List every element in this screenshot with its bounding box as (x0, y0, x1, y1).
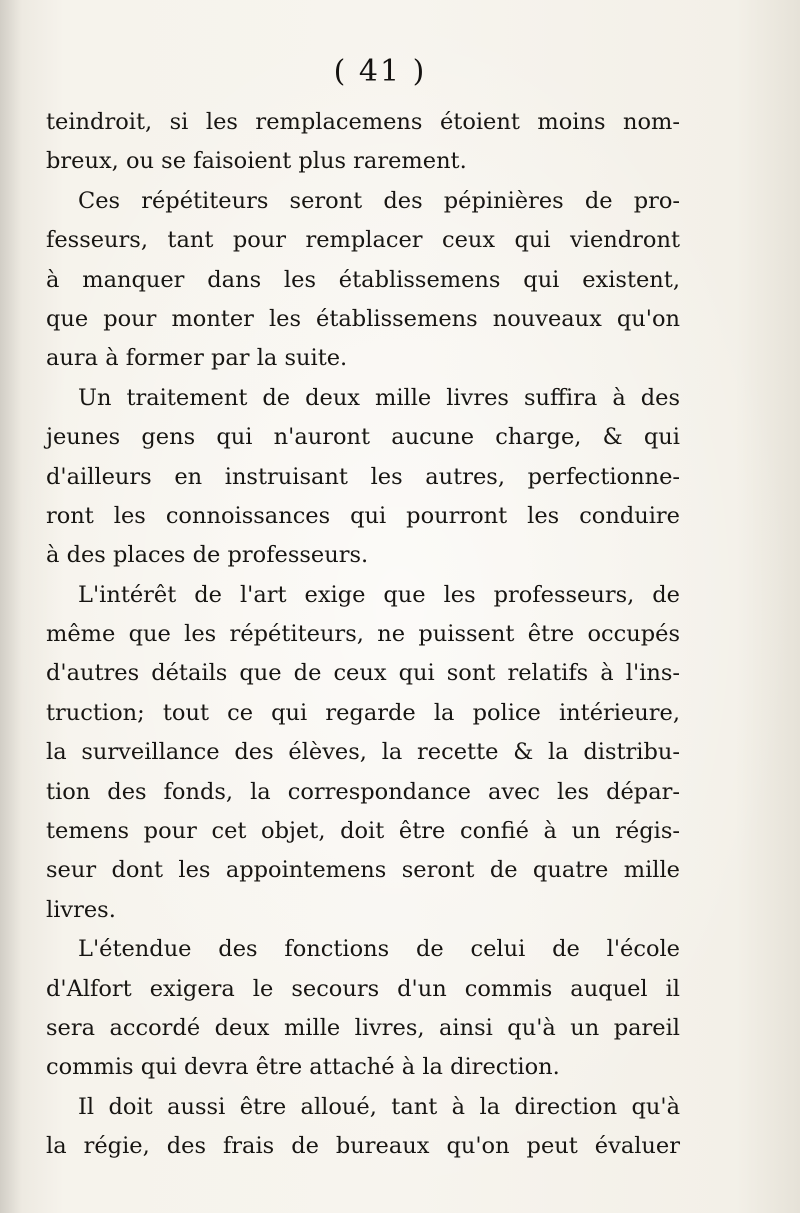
text-line: tion des fonds, la correspondance avec les dépar- (46, 778, 680, 805)
text-line: d'Alfort exigera le secours d'un commis auquel il (46, 975, 680, 1002)
text-line: à des places de professeurs. (46, 542, 369, 569)
text-line: fesseurs, tant pour remplacer ceux qui viendront (46, 227, 680, 254)
text-line: livres. (46, 896, 116, 923)
text-line: L'étendue des fonctions de celui de l'école (78, 936, 680, 963)
text-line: même que les répétiteurs, ne puissent être occupés (46, 621, 680, 648)
text-line: aura à former par la suite. (46, 345, 348, 372)
text-line: la surveillance des élèves, la recette & la distribu- (46, 739, 680, 766)
text-line: la régie, des frais de bureaux qu'on peut évaluer (46, 1133, 680, 1160)
page-number: ( 41 ) (333, 54, 427, 89)
text-line: L'intérêt de l'art exige que les professeurs, de (78, 581, 680, 608)
text-line: d'autres détails que de ceux qui sont relatifs à l'ins- (46, 660, 680, 687)
text-line: commis qui devra être attaché à la direction. (46, 1054, 560, 1081)
text-line: Il doit aussi être alloué, tant à la direction qu'à (78, 1093, 680, 1120)
text-line: d'ailleurs en instruisant les autres, perfectionne- (46, 463, 680, 490)
text-line: que pour monter les établissemens nouveaux qu'on (46, 305, 680, 332)
page-edge-shadow (0, 0, 22, 1213)
text-line: Un traitement de deux mille livres suffira à des (78, 384, 680, 411)
text-line: truction; tout ce qui regarde la police intérieure, (46, 699, 680, 726)
text-line: breux, ou se faisoient plus rarement. (46, 148, 467, 175)
text-line: sera accordé deux mille livres, ainsi qu'à un pareil (46, 1014, 680, 1041)
text-line: temens pour cet objet, doit être confié à un régis- (46, 818, 680, 845)
text-line: jeunes gens qui n'auront aucune charge, & qui (46, 424, 680, 451)
text-line: teindroit, si les remplacemens étoient moins nom- (46, 109, 680, 135)
text-line: Ces répétiteurs seront des pépinières de pro- (78, 187, 680, 214)
text-line: ront les connoissances qui pourront les conduire (46, 502, 680, 529)
body-text (46, 103, 680, 1167)
text-line: à manquer dans les établissemens qui existent, (46, 266, 680, 293)
text-line: seur dont les appointemens seront de quatre mille (46, 857, 680, 884)
